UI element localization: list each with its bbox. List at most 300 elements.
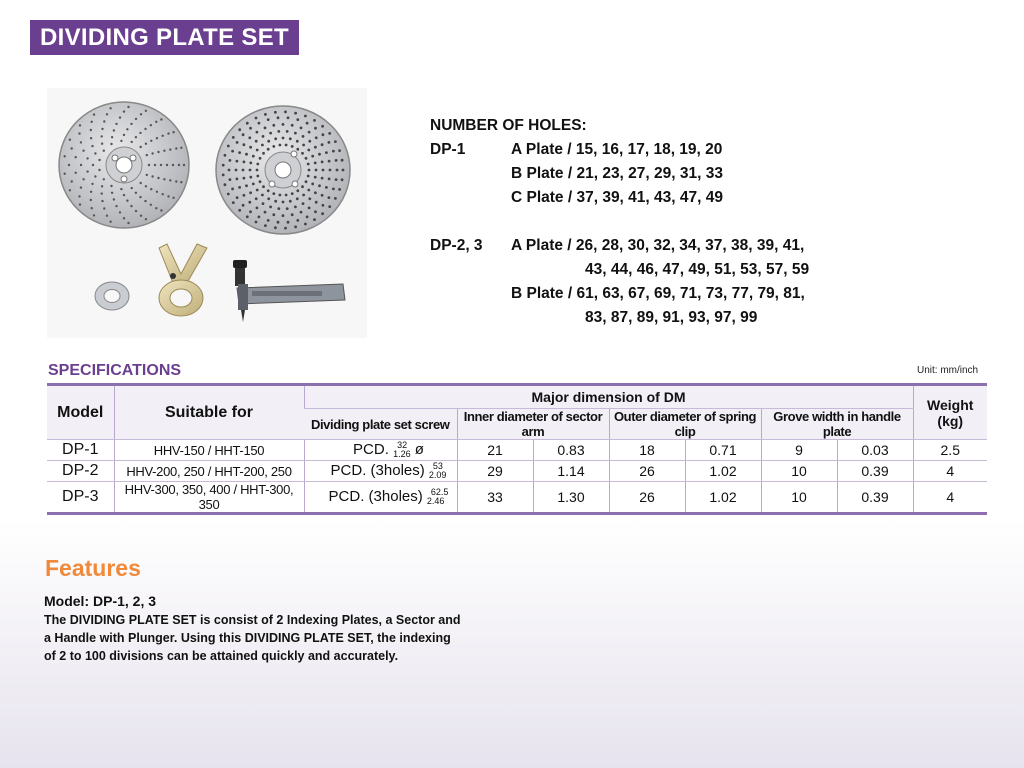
plate-hole [109, 221, 111, 223]
holes-values: 83, 87, 89, 91, 93, 97, 99 [585, 309, 758, 326]
plate-hole [249, 210, 252, 213]
plate-hole [282, 201, 285, 204]
plate-hole [151, 175, 153, 177]
plate-hole [302, 144, 305, 147]
plate-hole [71, 147, 73, 149]
plate-hole [318, 184, 321, 187]
plate-hole [296, 140, 299, 143]
cell-suitable: HHV-300, 350, 400 / HHT-300, 350 [114, 482, 304, 514]
plate-hole [71, 180, 73, 182]
plate-hole [144, 128, 146, 130]
plate-hole [291, 124, 294, 127]
plate-hole [294, 112, 297, 115]
plate-hole [305, 157, 308, 160]
plate-hole [236, 160, 239, 163]
pcd-text: PCD. (3holes) [328, 487, 423, 505]
plate-hole [256, 163, 259, 166]
plate-hole [314, 127, 317, 130]
plate-hole [335, 178, 338, 181]
plate-hole [110, 185, 112, 187]
plate-hole [123, 217, 125, 219]
header-screw: Dividing plate set screw [304, 409, 457, 440]
plate-hole [167, 132, 169, 134]
dividing-plates-illustration [47, 88, 367, 338]
plate-hole [246, 215, 249, 218]
plate-hole [160, 209, 162, 211]
plate-hole [311, 183, 314, 186]
holes-values: C Plate / 37, 39, 41, 43, 47, 49 [511, 189, 723, 206]
plate-hole [245, 153, 248, 156]
pcd-diameter-symbol: ø [414, 440, 424, 458]
plate-hole [92, 164, 94, 166]
plate-hole [267, 197, 270, 200]
pcd-text: PCD. [353, 440, 389, 458]
plate-hole [325, 151, 328, 154]
plate-hole [308, 131, 311, 134]
plate-hole [160, 118, 162, 120]
plate-hole [145, 218, 147, 220]
features-line: a Handle with Plunger. Using this DIVIDING PLATE SET, the indexing [44, 631, 451, 645]
plate-hole [338, 149, 341, 152]
plate-hole [91, 207, 93, 209]
plate-hole [307, 189, 310, 192]
plate-hole [222, 164, 225, 167]
plate-hole [255, 221, 258, 224]
plate-hole [111, 136, 113, 138]
plate-hole [227, 145, 230, 148]
holes-row [430, 138, 723, 162]
plate-hole [243, 177, 246, 180]
plate-hole [277, 221, 280, 224]
plate-hole [264, 113, 267, 116]
header-grove: Grove width in handle plate [761, 409, 913, 440]
plate-hole [183, 164, 185, 166]
plate-hole [232, 136, 235, 139]
plate-hole [90, 199, 92, 201]
plate-hole [325, 186, 328, 189]
plate-hole [318, 153, 321, 156]
plate-hole [321, 194, 324, 197]
plate-hole [334, 140, 337, 143]
plate-hole [150, 188, 152, 190]
plate-hole [267, 148, 270, 151]
plate-hole [274, 200, 277, 203]
plate-hole [238, 186, 241, 189]
plate-hole [267, 219, 270, 222]
plate-hole [231, 188, 234, 191]
table-row [47, 461, 987, 482]
plate-hole [113, 129, 115, 131]
plate-hole [115, 205, 117, 207]
pcd-inch: 2.46 [426, 496, 445, 507]
plate-hole [284, 227, 287, 230]
holes-model-label: DP-2, 3 [430, 237, 483, 254]
plate-hole [306, 122, 309, 125]
plate-hole [82, 178, 84, 180]
plate-hole [294, 206, 297, 209]
plate-hole [98, 169, 100, 171]
plate-hole [332, 188, 335, 191]
page-title: DIVIDING PLATE SET [30, 20, 299, 55]
plate-hole [238, 128, 241, 131]
plate-hole [267, 140, 270, 143]
holes-model-label: DP-1 [430, 141, 466, 158]
plate-hole [135, 210, 137, 212]
plate-hole [296, 148, 299, 151]
plate-hole [246, 122, 249, 125]
cell-weight: 4 [913, 482, 987, 514]
plate-hole [258, 122, 261, 125]
cell-outer-in: 1.02 [685, 461, 761, 482]
plate-hole [111, 192, 113, 194]
plate-hole [98, 159, 100, 161]
plate-hole [314, 176, 317, 179]
plate-hole [94, 152, 96, 154]
plate-hole [255, 140, 258, 143]
holes-values: 43, 44, 46, 47, 49, 51, 53, 57, 59 [585, 261, 810, 278]
plate-hole [341, 178, 344, 181]
holes-values: B Plate / 61, 63, 67, 69, 71, 73, 77, 79, 81, [511, 285, 805, 302]
plate-hole [252, 183, 255, 186]
plate-hole [150, 204, 152, 206]
plate-hole [341, 159, 344, 162]
plate-hole [308, 169, 311, 172]
plate-hole [296, 197, 299, 200]
plate-hole [101, 185, 103, 187]
plate-hole [282, 137, 285, 140]
plate-hole [274, 111, 277, 114]
plate-hole [167, 195, 169, 197]
plate-hole [304, 115, 307, 118]
plate-hole [285, 194, 288, 197]
plate-hole [119, 116, 121, 118]
plate-hole [69, 139, 71, 141]
plate-hole [332, 150, 335, 153]
plate-hole [277, 207, 280, 210]
plate-hole [64, 173, 66, 175]
plate-hole [127, 106, 129, 108]
plate-hole [91, 183, 93, 185]
header-weight: Weight (kg) [913, 385, 987, 440]
plate-hole [135, 192, 137, 194]
plate-hole [252, 155, 255, 158]
plate-hole [291, 213, 294, 216]
plate-hole [314, 191, 317, 194]
plate-hole [261, 144, 264, 147]
plate-hole [120, 188, 122, 190]
plate-hole [243, 161, 246, 164]
cell-model: DP-1 [47, 440, 114, 461]
plate-hole [291, 192, 294, 195]
plate-hole [302, 202, 305, 205]
plate-hole [120, 140, 122, 142]
plate-hole [296, 219, 299, 222]
plate-hole [277, 130, 280, 133]
plate-hole [264, 224, 267, 227]
plate-hole [144, 200, 146, 202]
plate-hole [78, 132, 80, 134]
features-description [44, 611, 524, 665]
plate-hole [103, 150, 105, 152]
plate-hole [272, 124, 275, 127]
header-suitable: Suitable for [114, 385, 304, 440]
plate-hole [259, 180, 262, 183]
plate-hole [162, 135, 164, 137]
plate-hole [272, 145, 275, 148]
plate-hole [256, 189, 259, 192]
cell-grove-mm: 9 [761, 440, 837, 461]
plate-hole [157, 151, 159, 153]
plate-hole [338, 188, 341, 191]
plate-hole [335, 159, 338, 162]
cell-pcd [304, 440, 457, 461]
plate-hole [328, 196, 331, 199]
plate-hole [322, 204, 325, 207]
plate-hole [342, 169, 345, 172]
plate-hole [140, 146, 142, 148]
plate-hole [222, 174, 225, 177]
plate-hole [334, 197, 337, 200]
plate-hole [78, 195, 80, 197]
plate-hole [256, 149, 259, 152]
plate-hole [90, 137, 92, 139]
pcd-inch: 1.26 [393, 449, 411, 460]
cell-pcd [304, 461, 457, 482]
plate-hole [256, 169, 259, 172]
cell-outer-in: 1.02 [685, 482, 761, 514]
header-inner: Inner diameter of sector arm [457, 409, 609, 440]
plate-hole [113, 198, 115, 200]
holes-heading: NUMBER OF HOLES: [430, 117, 587, 134]
plate-hole [286, 207, 289, 210]
plate-hole [322, 169, 325, 172]
plate-hole [101, 128, 103, 130]
plate-hole [277, 116, 280, 119]
cell-grove-mm: 10 [761, 461, 837, 482]
plate-hole [336, 169, 339, 172]
plate-hole [315, 201, 318, 204]
plate-hole [232, 201, 235, 204]
pcd-inch: 2.09 [428, 470, 447, 481]
plate-hole [80, 141, 82, 143]
plate-hole [255, 197, 258, 200]
cell-outer-mm: 26 [609, 461, 685, 482]
holes-row [430, 306, 758, 330]
plate-hole [255, 117, 258, 120]
plate-hole [150, 124, 152, 126]
plate-hole [249, 162, 252, 165]
plate-hole [178, 164, 180, 166]
cell-suitable: HHV-150 / HHT-150 [114, 440, 304, 461]
number-of-holes [430, 114, 810, 330]
plate-hole [227, 193, 230, 196]
plate-hole [262, 185, 265, 188]
plate-hole [236, 178, 239, 181]
features-model: Model: DP-1, 2, 3 [44, 593, 157, 609]
plate-hole [145, 185, 147, 187]
plate-hole [256, 131, 259, 134]
plate-hole [328, 205, 331, 208]
plate-hole [313, 119, 316, 122]
plate-hole [86, 157, 88, 159]
plate-hole [294, 132, 297, 135]
plate-hole [279, 194, 282, 197]
plate-hole [103, 120, 105, 122]
plate-hole [157, 177, 159, 179]
plate-hole [243, 143, 246, 146]
pcd-mm: 32 [397, 440, 408, 451]
plate-hole [304, 223, 307, 226]
plate-hole [150, 140, 152, 142]
plate-hole [172, 131, 174, 133]
cell-model: DP-2 [47, 461, 114, 482]
plate-hole [101, 192, 103, 194]
plate-hole [272, 213, 275, 216]
cell-inner-in: 1.30 [533, 482, 609, 514]
plate-hole [262, 152, 265, 155]
plate-hole [155, 121, 157, 123]
plate-hole [93, 214, 95, 216]
table-row [47, 482, 987, 514]
pcd-text: PCD. (3holes) [330, 461, 425, 479]
plate-hole [242, 204, 245, 207]
plate-hole [291, 145, 294, 148]
plate-hole [235, 169, 238, 172]
plate-hole [154, 164, 156, 166]
unit-label: Unit: mm/inch [917, 365, 979, 376]
plate-hole [308, 140, 311, 143]
plate-hole [169, 179, 171, 181]
features-line: The DIVIDING PLATE SET is consist of 2 Indexing Plates, a Sector and [44, 613, 461, 627]
pcd-mm: 62.5 [430, 487, 449, 498]
cell-grove-in: 0.39 [837, 482, 913, 514]
plate-hole [160, 164, 162, 166]
plate-hole [269, 206, 272, 209]
table-row [47, 440, 987, 461]
pcd-fraction [393, 441, 411, 459]
plate-hole [140, 182, 142, 184]
plate-hole [321, 125, 324, 128]
plate-hole [180, 147, 182, 149]
plate-hole [302, 194, 305, 197]
features-title: Features [45, 555, 141, 581]
plate-hole [231, 150, 234, 153]
plate-hole [169, 148, 171, 150]
plate-hole [329, 169, 332, 172]
plate-hole [145, 110, 147, 112]
plate-hole [140, 215, 142, 217]
plate-hole [289, 200, 292, 203]
features-line: of 2 to 100 divisions can be attained quickly and accurately. [44, 649, 399, 663]
plate-hole [314, 210, 317, 213]
plate-hole [248, 201, 251, 204]
product-photo [47, 88, 367, 338]
plate-hole [228, 169, 231, 172]
plate-hole [103, 207, 105, 209]
cell-inner-in: 1.14 [533, 461, 609, 482]
plate-hole [296, 118, 299, 121]
plate-hole [308, 197, 311, 200]
specifications-table [47, 383, 987, 515]
plate-hole [126, 200, 128, 202]
plate-hole [287, 116, 290, 119]
plate-hole [126, 128, 128, 130]
plate-hole [115, 123, 117, 125]
plate-hole [123, 194, 125, 196]
plate-hole [172, 197, 174, 199]
plate-hole [238, 209, 241, 212]
plate-hole [289, 137, 292, 140]
plate-hole [156, 191, 158, 193]
plate-hole [269, 132, 272, 135]
plate-hole [321, 212, 324, 215]
plate-hole [261, 194, 264, 197]
plate-hole [82, 150, 84, 152]
plate-hole [296, 189, 299, 192]
plate-hole [307, 149, 310, 152]
plate-hole [139, 132, 141, 134]
holes-values: A Plate / 26, 28, 30, 32, 34, 37, 38, 39, 41, [511, 237, 805, 254]
holes-row [430, 282, 805, 306]
plate-hole [75, 172, 77, 174]
plate-hole [282, 123, 285, 126]
plate-hole [238, 151, 241, 154]
plate-hole [256, 175, 259, 178]
plate-hole [249, 191, 252, 194]
plate-hole [175, 147, 177, 149]
header-outer: Outer diameter of spring clip [609, 409, 761, 440]
plate-hole [106, 113, 108, 115]
cell-inner-in: 0.83 [533, 440, 609, 461]
plate-hole [321, 143, 324, 146]
plate-hole [315, 169, 318, 172]
plate-hole [130, 123, 132, 125]
plate-hole [300, 211, 303, 214]
plate-hole [301, 152, 304, 155]
cell-grove-mm: 10 [761, 482, 837, 514]
plate-hole [314, 162, 317, 165]
plate-hole [315, 136, 318, 139]
plate-hole [236, 196, 239, 199]
plate-hole [267, 118, 270, 121]
plate-hole [279, 144, 282, 147]
plate-hole [287, 221, 290, 224]
specifications-title: SPECIFICATIONS [48, 362, 182, 379]
plate-hole [109, 107, 111, 109]
plate-hole [245, 184, 248, 187]
plate-hole [119, 211, 121, 213]
plate-hole [274, 226, 277, 229]
plate-hole [123, 110, 125, 112]
plate-hole [321, 177, 324, 180]
plate-hole [101, 135, 103, 137]
plate-hole [302, 135, 305, 138]
plate-hole [249, 176, 252, 179]
plate-hole [321, 161, 324, 164]
plate-hole [130, 205, 132, 207]
plate-hole [145, 143, 147, 145]
plate-hole [69, 189, 71, 191]
plate-hole [135, 136, 137, 138]
plate-hole [267, 189, 270, 192]
plate-hole [146, 154, 148, 156]
plate-hole [229, 159, 232, 162]
plate-hole [249, 127, 252, 130]
plate-hole [307, 163, 310, 166]
plate-hole [139, 196, 141, 198]
plate-hole [236, 141, 239, 144]
plate-hole [106, 215, 108, 217]
